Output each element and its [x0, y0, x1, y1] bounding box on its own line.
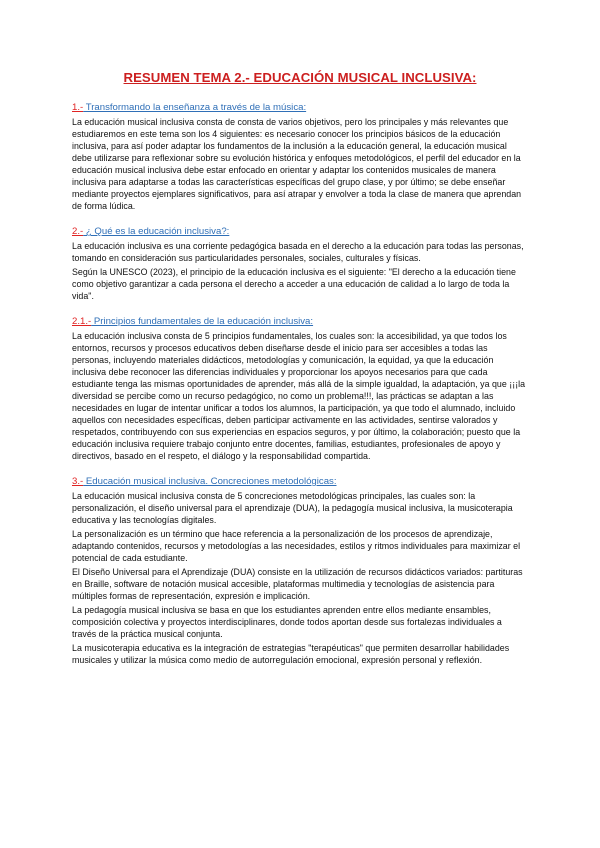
section-heading-text: Principios fundamentales de la educación inclusiva: — [91, 316, 314, 327]
document-page — [72, 70, 528, 666]
section-heading — [72, 316, 528, 328]
section-number: 3.- — [72, 476, 84, 487]
section-paragraph: La personalización es un término que hace referencia a la personalización de los procesos de aprendizaje, adaptando contenidos, recursos y metodologías a las necesidades, estilos y ritmos individuales para maximizar el potencial de cada estudiante. — [72, 529, 521, 563]
section-heading — [72, 102, 528, 114]
section-number: 2.- — [72, 226, 84, 237]
section-paragraph: La educación musical inclusiva consta de consta de varios objetivos, pero los principales y más relevantes que estudiaremos en este tema son los 4 siguientes: es necesario conocer los principios básicos de la educación inclusiva, para así poder adaptar los fundamentos de la inclusión a la educación general, la educación musical debe utilizarse para reflexionar sobre su evolución histórica y enfoques metodológicos, el perfil del educador en la educación musical inclusiva debe estar enfocado en orientar y adaptar los contenidos musicales de manera inclusiva para adaptarse a todas las características específicas del grupo clase, y por último; se debe enseñar mediante proyectos ejemplares significativos, para así atrapar y envolver a toda la clase de manera que aprendan de forma lúdica. — [72, 117, 522, 211]
section-paragraph: La pedagogía musical inclusiva se basa en que los estudiantes aprenden entre ellos mediante ensambles, composición colectiva y proyectos interdisciplinares, donde todos aportan desde sus fortalezas individuales a través de la práctica musical conjunta. — [72, 605, 502, 639]
document-title: RESUMEN TEMA 2.- EDUCACIÓN MUSICAL INCLUSIVA: — [123, 70, 477, 85]
section-heading-text: Educación musical inclusiva. Concreciones metodológicas: — [83, 476, 337, 487]
section-paragraph: El Diseño Universal para el Aprendizaje (DUA) consiste en la utilización de recursos didácticos variados: partituras en Braille, software de notación musical accesible, plataformas multimedia y tecnologías de asistencia para múltiples formas de representación, expresión e implicación. — [72, 567, 523, 601]
section-heading — [72, 476, 528, 488]
section-concreciones — [72, 476, 528, 666]
section-paragraph: La educación musical inclusiva consta de 5 concreciones metodológicas principales, las cuales son: la personalización, el diseño universal para el aprendizaje (DUA), la pedagogía musical inclusiva, la musicoterapia educativa y las tecnologías digitales. — [72, 491, 513, 525]
section-heading-text: Transformando la enseñanza a través de la música: — [83, 102, 307, 113]
section-paragraph: La educación inclusiva es una corriente pedagógica basada en el derecho a la educación para todas las personas, tomando en consideración sus particularidades personales, sociales, culturales y físicas. — [72, 241, 524, 263]
section-heading — [72, 226, 528, 238]
section-number: 2.1.- — [72, 316, 92, 327]
section-que-es-inclusiva — [72, 226, 528, 302]
section-principios — [72, 316, 528, 462]
section-heading-text: ¿ Qué es la educación inclusiva?: — [83, 226, 230, 237]
section-transformando — [72, 102, 528, 212]
section-paragraph: La educación inclusiva consta de 5 principios fundamentales, los cuales son: la accesibilidad, ya que todos los entornos, recursos y procesos educativos deben diseñarse desde el inicio para ser accesibles a todas las personas, incluyendo materiales didácticos, metodologías y comunicación, la equidad, ya que la educación inclusiva debe reconocer las diferencias individuales y proporcionar los apoyos necesarios para que cada estudiante tenga las mismas oportunidades de aprender, más allá de la simple igualdad, la adaptación, ya que ¡¡¡la diversidad se percibe como un recurso pedagógico, no como un problema!!!, las prácticas se adaptan a las necesidades en lugar de intentar unificar a todos los alumnos, la participación, ya que todo el alumnado, incluido aquellos con necesidades específicas, deben participar activamente en las actividades, sentirse valorados y respetados, contribuyendo con sus experiencias en espacios seguros, y por último, la colaboración; puesto que la educación inclusiva requiere trabajo conjunto entre docentes, familias, estudiantes, profesionales de apoyo y directivos, basado en el respeto, el diálogo y la responsabilidad compartida. — [72, 331, 526, 461]
section-number: 1.- — [72, 102, 84, 113]
section-paragraph: La musicoterapia educativa es la integración de estrategias "terapéuticas" que permiten desarrollar habilidades musicales y utilizar la música como medio de autorregulación emocional, expresión personal y reflexión. — [72, 643, 510, 665]
section-paragraph: Según la UNESCO (2023), el principio de la educación inclusiva es el siguiente: "El derecho a la educación tiene como objetivo garantizar a cada persona el derecho a acceder a una educación de calidad a lo largo de toda la vida". — [72, 267, 516, 301]
